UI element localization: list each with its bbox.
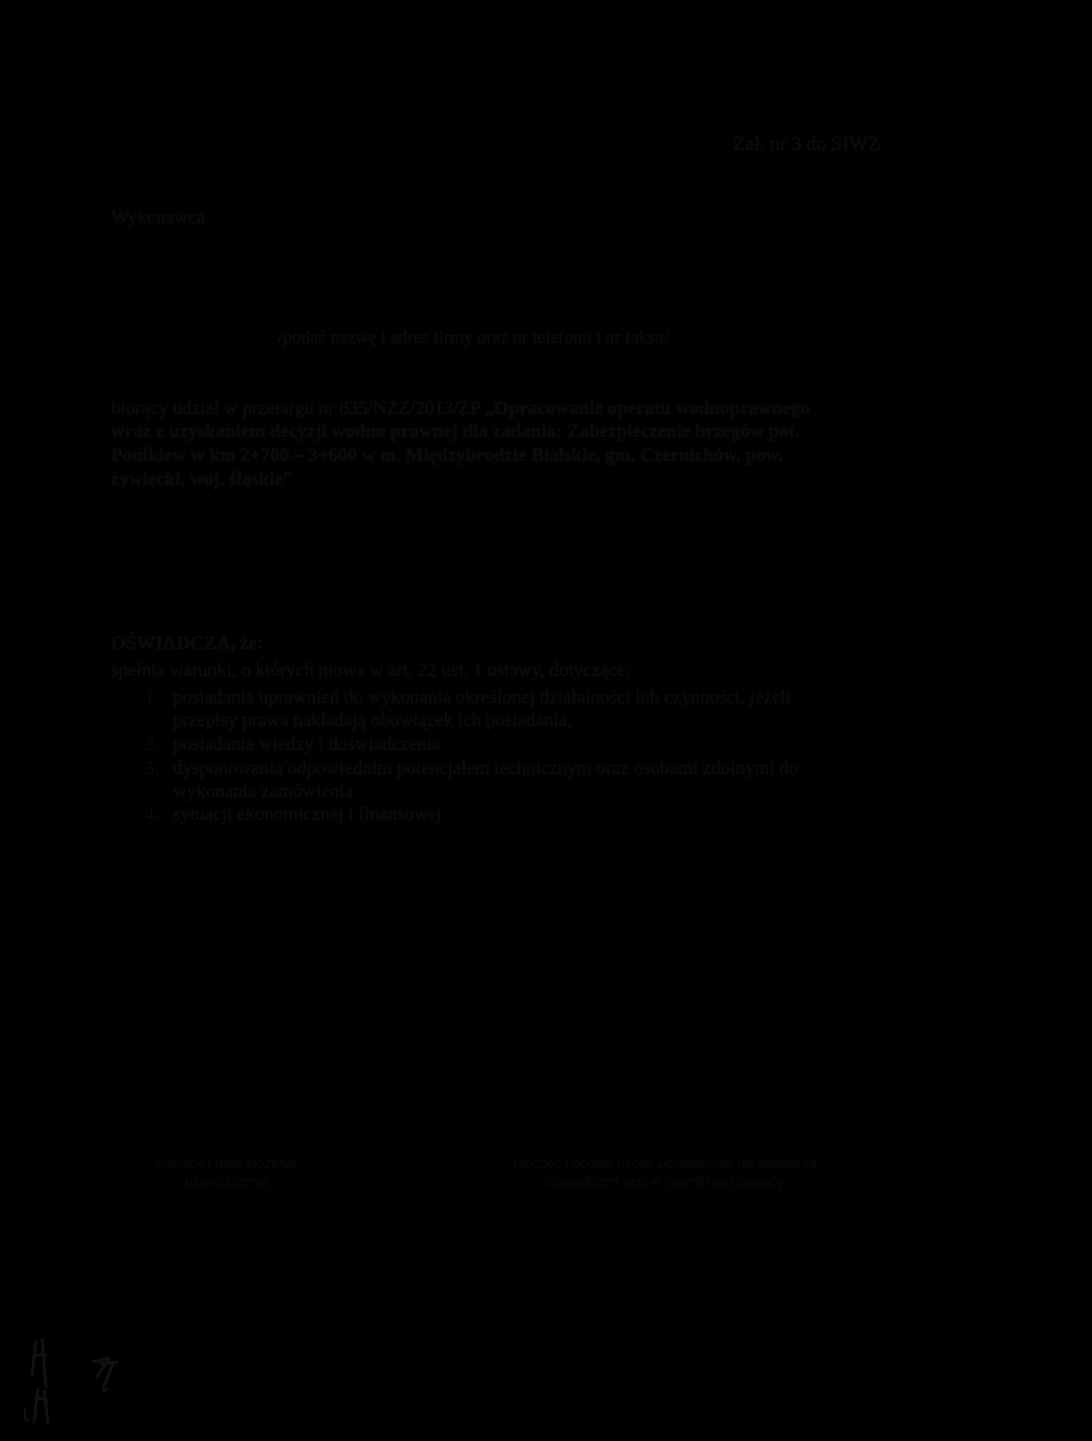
contractor-address-line-1[interactable]: .......................................................................................................................................................................................................................... — [111, 260, 1092, 275]
item-3-number: 3. — [145, 758, 160, 779]
item-2-number: 2. — [145, 734, 160, 755]
declaration-heading: OŚWIADCZA, że: — [111, 633, 263, 654]
signature-line[interactable]: .............................................................................................................................. — [503, 1135, 976, 1147]
attachment-label: Zał. nr 3 do SIWZ — [733, 133, 881, 155]
item-1-number: 1. — [145, 687, 160, 708]
tender-line-3: Ponikiew w km 2+700 – 3+600 w m. Międzybrodzie Bialskie, gm. Czernichów, pow. — [111, 445, 784, 466]
place-date-caption-line-2: oświadczenia — [184, 1173, 270, 1189]
contractor-caption: /podać nazwę i adres firmy oraz nr telefonu i nr faksu/ — [278, 327, 669, 347]
item-2-text: posiadania wiedzy i doświadczenia — [173, 734, 441, 755]
tender-number: biorący udział w przetargu nr 835/NZZ/2013/ZP — [111, 398, 480, 419]
place-date-caption-line-1: miejsce i data złożenia — [156, 1155, 298, 1171]
signature-caption-line-2: oświadczeń woli w imieniu wykonawcy — [545, 1173, 785, 1189]
handwritten-initials — [14, 1328, 134, 1428]
item-1-text-cont: przepisy prawa nakładają obowiązek ich posiadania, — [173, 710, 572, 731]
place-date-line[interactable]: ........................................................................................ — [114, 1135, 444, 1147]
tender-line-4: żywiecki, woj. śląskie” — [111, 469, 293, 490]
signature-caption-line-1: pieczęć i podpis osoby uprawnionej do składania — [513, 1155, 817, 1171]
declaration-intro: spełnia warunki, o których mowa w art. 22 ust. 1 ustawy, dotyczące: — [111, 660, 631, 681]
item-1-text: posiadania uprawnień do wykonania określonej działalności lub czynności, jeżeli — [173, 687, 791, 708]
contractor-name-line[interactable]: .................................................................................................................................................................................................. — [218, 212, 1091, 227]
signature-caption — [480, 1155, 850, 1189]
tender-line-2: wraz z uzyskaniem decyzji wodno prawnej dla zadania: Zabezpieczenie brzegów pot. — [111, 421, 800, 442]
place-date-caption — [114, 1155, 340, 1189]
item-3-text: dysponowania odpowiednim potencjałem technicznym oraz osobami zdolnymi do — [173, 758, 799, 779]
tender-line-1 — [111, 398, 810, 420]
item-4-number: 4. — [145, 804, 160, 825]
tender-title-start: „Opracowanie operatu wodnoprawnego — [484, 398, 810, 419]
item-4-text: sytuacji ekonomicznej i finansowej — [173, 804, 442, 825]
contractor-address-line-2[interactable]: .......................................................................................................................................................................................................................... — [111, 306, 1092, 321]
contractor-label: Wykonawca — [111, 207, 205, 228]
item-3-text-cont: wykonania zamówienia — [173, 781, 353, 802]
